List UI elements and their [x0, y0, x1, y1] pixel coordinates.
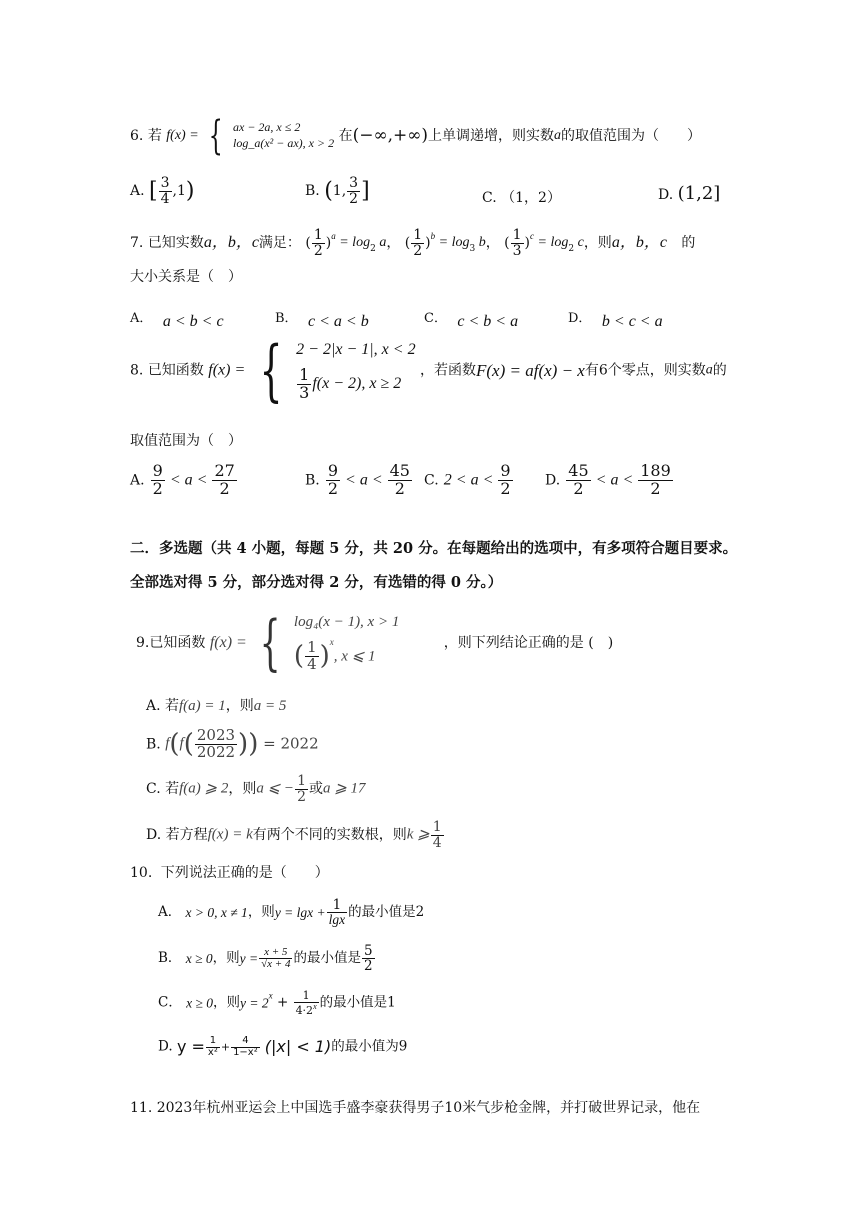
q9-c-frac: $\frac{1}{2}$ — [297, 773, 306, 805]
q9-brace: { — [259, 608, 281, 679]
q7-eq1: ( $\frac{1}{2}$ )$^a = \log_2 a$ — [305, 227, 387, 259]
q10-d-ans: 9 — [398, 1038, 408, 1055]
q10-d-frac2: $\frac{4}{\text{1−x²}}$ — [233, 1035, 258, 1058]
q10-d-plus: + — [220, 1040, 231, 1054]
q8-func: f(x) = — [208, 361, 246, 379]
q10-c-t1: ，则 — [213, 994, 241, 1011]
q7-option-d[interactable] — [568, 307, 663, 330]
q10-c-t2: 的最小值是 — [319, 994, 388, 1011]
q10-option-b-label: B． — [158, 949, 182, 966]
q8-text2: ，若函数 — [420, 362, 477, 379]
q9-b-frac: $\frac{2023}{2022}$ — [196, 726, 236, 761]
q8-b-mid: < a < — [341, 471, 387, 489]
q6-option-b-label: B. — [305, 183, 320, 200]
q8-option-b[interactable] — [305, 463, 413, 498]
q7-option-c-label: C． — [424, 311, 447, 326]
q10-c-expr: y = 2 — [240, 995, 269, 1011]
q8-number: 8. — [130, 362, 144, 379]
q6-option-c-label: C. — [482, 190, 497, 206]
q8-option-c[interactable] — [424, 463, 514, 498]
q9-a-m1: f(a) = 1 — [179, 698, 226, 714]
q11-text: 11. 2023年杭州亚运会上中国选手盛李豪获得男子10米气步枪金牌，并打破世界记录，他在 — [130, 1100, 701, 1116]
q7-text4: 的 — [681, 235, 696, 252]
q6-interval: (−∞,+∞) — [352, 125, 429, 146]
q10-c-cond: x ≥ 0 — [186, 995, 214, 1011]
q7-line2: 大小关系是（ ） — [130, 269, 242, 285]
q8-cases — [296, 340, 415, 401]
q10-a-frac: $\frac{1}{\lg x}$ — [328, 897, 346, 928]
q10-text: 下列说法正确的是（ ） — [160, 865, 329, 881]
q9-stem — [136, 608, 614, 679]
q8-c-frac: $\frac{9}{2}$ — [500, 461, 511, 498]
q8-a-frac2: $\frac{27}{2}$ — [214, 461, 235, 498]
q7-text2: 满足： — [258, 235, 301, 252]
q8-d-frac1: $\frac{45}{2}$ — [568, 461, 589, 498]
q9-func: f(x) = — [209, 634, 247, 652]
q9-option-a-label: A. — [146, 698, 161, 714]
q6-case1: ax − 2a, x ≤ 2 — [233, 120, 301, 135]
q8-case2-row — [296, 364, 415, 402]
q7-option-c[interactable] — [424, 307, 519, 330]
q9-case1: log₄(x − 1), x > 1 — [293, 614, 400, 630]
q8-var: a — [705, 362, 713, 378]
q9-d-frac: $\frac{1}{4}$ — [432, 819, 442, 851]
q7-option-a-text: a < b < c — [162, 313, 224, 330]
q6-option-a-label: A. — [130, 183, 145, 200]
q10-b-frac: $\frac{x + 5}{√x + 4}$ — [261, 945, 291, 971]
q9-case2-paren-right: ) — [319, 640, 330, 671]
q8-d-mid: < a < — [591, 471, 638, 489]
q10-option-c-label: C． — [158, 994, 182, 1011]
q8-option-c-label: C. — [424, 472, 439, 489]
q8-d-frac2: $\frac{189}{2}$ — [640, 461, 671, 498]
q10-a-expr: y = lgx + — [274, 904, 326, 920]
section2-heading-line1: 二．多选题（共 4 小题，每题 5 分，共 20 分。在每题给出的选项中，有多项符合题目要求。 — [130, 540, 738, 557]
q8-b-frac1: $\frac{9}{2}$ — [327, 461, 339, 498]
q8-text3: 有6个零点，则实数 — [584, 362, 706, 379]
q8-brace: { — [259, 332, 283, 409]
q8-option-b-label: B. — [305, 472, 320, 489]
q10-option-d[interactable] — [158, 1036, 407, 1058]
q9-option-b-label: B. — [146, 736, 161, 753]
q10-option-b[interactable] — [158, 944, 376, 973]
q6-tail1: 在 — [338, 128, 353, 144]
q9-case2-exp: x — [329, 636, 334, 647]
q10-stem — [130, 866, 329, 880]
q6-a-frac: $\frac{3}{4}$ — [160, 175, 170, 207]
q10-c-frac: $\frac{1}{4\cdot 2^x}$ — [295, 989, 317, 1017]
q7-option-b-text: c < a < b — [308, 313, 369, 330]
q9-number: 9. — [136, 635, 150, 652]
q8-text4: 的 — [712, 362, 727, 379]
q9-c-text2: ，则 — [228, 781, 257, 798]
q6-b-bracket-left: ( — [324, 178, 333, 204]
q10-option-d-label: D. — [158, 1038, 173, 1055]
q9-c-m2: a ⩽ − — [256, 780, 295, 797]
q9-option-c-label: C. — [146, 781, 161, 798]
q6-option-c-text: （1，2） — [501, 190, 561, 206]
q6-func: f(x) = — [166, 128, 199, 143]
q7-option-b-label: B． — [275, 311, 298, 326]
q9-d-m1: f(x) = k — [207, 826, 253, 843]
q7-option-d-label: D． — [568, 311, 592, 326]
q9-case2: , x ⩽ 1 — [333, 647, 376, 664]
q9-option-c[interactable] — [146, 774, 366, 804]
q6-option-b[interactable]: B. (1, $\frac{3}{2}$ ] — [305, 175, 370, 207]
q6-option-d-label: D. — [658, 187, 674, 203]
q8-option-a[interactable] — [130, 463, 238, 498]
q10-option-a-label: A． — [158, 903, 182, 920]
q7-eq2: ( $\frac{1}{2}$ )$^b = \log_3 b$ — [404, 227, 486, 259]
q6-case2: log_a(x² − ax), x > 2 — [233, 136, 335, 150]
q8-line2: 取值范围为（ ） — [130, 433, 242, 449]
q9-c-text3: 或 — [308, 781, 323, 798]
q9-d-m2: k ⩾ — [406, 826, 430, 843]
q6-a-bracket-left: [ — [149, 178, 158, 204]
q10-number: 10. — [130, 865, 153, 881]
q6-a-bracket-right: ) — [185, 178, 195, 204]
q10-b-ans-frac: $\frac{5}{2}$ — [363, 943, 373, 975]
q9-c-m3: a ⩾ 17 — [322, 780, 366, 797]
q8-option-d[interactable] — [545, 463, 674, 498]
q9-tail: ，则下列结论正确的是 ( ) — [443, 635, 614, 652]
q9-a-m2: a = 5 — [253, 698, 287, 714]
q8-text1: 已知函数 — [147, 362, 204, 379]
q6-option-a[interactable]: A. [ $\frac{3}{4}$ ,1) — [130, 175, 195, 207]
q8-case1: 2 − 2|x − 1|, x < 2 — [296, 341, 416, 358]
q7-stem: 7. 已知实数a，b，c满足： ( $\frac{1}{2}$ )$^a = \log_2 a$， ( $\frac{1}{2}$ )$^b = \log_3 b$， ( $\frac{1}{3}$ )$^c = \log_2 c$，则a，b，c 的 — [130, 227, 696, 259]
q10-d-t2: 的最小值为 — [331, 1038, 399, 1055]
section2-heading-line2: 全部选对得 5 分，部分选对得 2 分，有选错的得 0 分。） — [130, 574, 503, 591]
q7-option-c-text: c < b < a — [457, 313, 519, 330]
q9-cases — [294, 613, 399, 673]
q8-stem — [130, 332, 727, 409]
q7-option-a[interactable] — [130, 307, 224, 330]
q6-lead: 若 — [147, 128, 162, 144]
q6-tail2: 上单调递增，则实数 — [428, 128, 555, 144]
q10-b-expr: y = — [239, 950, 259, 966]
q10-b-t1: ，则 — [212, 949, 240, 966]
q9-a-text2: ，则 — [225, 698, 254, 714]
q9-text1: 已知函数 — [149, 635, 206, 652]
q6-option-d-text: (1,2] — [677, 183, 721, 204]
q6-option-c[interactable] — [482, 187, 561, 207]
q10-a-t2: 的最小值是 — [348, 903, 416, 920]
q6-stem — [130, 113, 702, 159]
q7-text3: ，则 — [583, 235, 612, 252]
q9-a-text1: 若 — [165, 698, 180, 714]
q10-b-t2: 的最小值是 — [293, 949, 361, 966]
q10-d-expr: y = — [176, 1037, 205, 1056]
q7-option-a-label: A． — [130, 311, 153, 326]
q9-option-a[interactable] — [146, 699, 286, 714]
q8-a-frac1: $\frac{9}{2}$ — [152, 461, 163, 498]
q7-text1: 已知实数 — [147, 235, 204, 252]
q7-option-d-text: b < c < a — [601, 313, 663, 330]
q8-case2-frac: $\frac{1}{3}$ — [299, 364, 310, 402]
q6-cases — [233, 120, 334, 151]
q8-case2: f(x − 2), x ≥ 2 — [312, 374, 402, 392]
q7-option-b[interactable] — [275, 307, 369, 330]
q10-b-cond: x ≥ 0 — [185, 950, 213, 966]
q8-c-mid: 2 < a < — [443, 471, 498, 489]
q8-b-frac2: $\frac{45}{2}$ — [389, 461, 410, 498]
q10-a-cond: x > 0, x ≠ 1 — [185, 904, 248, 920]
q7-number: 7. — [130, 235, 144, 252]
q6-brace: { — [208, 113, 223, 159]
q10-c-ans: 1 — [387, 994, 396, 1011]
q6-var: a — [554, 128, 562, 143]
q8-option-d-label: D. — [545, 472, 561, 489]
q10-d-frac1: $\frac{1}{\text{x²}}$ — [207, 1035, 218, 1058]
q9-c-text1: 若 — [165, 781, 180, 798]
q6-tail3: 的取值范围为（ ） — [561, 128, 702, 144]
q9-d-text1: 若方程 — [165, 827, 208, 844]
q6-option-d[interactable] — [658, 183, 720, 204]
q10-c-plus: + — [272, 994, 293, 1011]
q10-d-cond: (|x| < 1) — [264, 1037, 332, 1056]
q8-option-a-label: A. — [130, 472, 145, 489]
q7-vars2: a，b，c — [611, 234, 667, 252]
q8-a-mid: < a < — [165, 471, 212, 489]
q10-option-c[interactable] — [158, 990, 396, 1016]
q6-b-bracket-right: ] — [361, 178, 370, 204]
q9-option-d[interactable] — [146, 820, 445, 850]
q6-b-frac: $\frac{3}{2}$ — [349, 175, 359, 207]
q9-option-b[interactable] — [146, 728, 319, 761]
q10-a-t1: ，则 — [247, 903, 275, 920]
q9-b-expr: f(f( $\frac{2023}{2022}$ )) = 2022 — [165, 726, 319, 761]
q9-case2-paren-left: ( — [293, 640, 305, 671]
q9-c-m1: f(a) ⩾ 2 — [179, 780, 229, 797]
q8-Fx: F(x) = af(x) − x — [476, 361, 585, 381]
q9-option-d-label: D. — [146, 827, 162, 844]
q10-c-exp: x — [268, 990, 273, 1001]
q10-option-a[interactable] — [158, 898, 424, 927]
q7-vars: a，b，c — [203, 234, 259, 252]
q9-d-text2: 有两个不同的实数根，则 — [252, 827, 407, 844]
q9-case2-row — [294, 637, 399, 674]
q9-case2-frac: $\frac{1}{4}$ — [307, 638, 317, 673]
q6-number: 6. — [130, 128, 144, 144]
q10-a-ans: 2 — [415, 903, 425, 920]
q7-eq3: ( $\frac{1}{3}$ )$^c = \log_2 c$ — [504, 227, 584, 259]
